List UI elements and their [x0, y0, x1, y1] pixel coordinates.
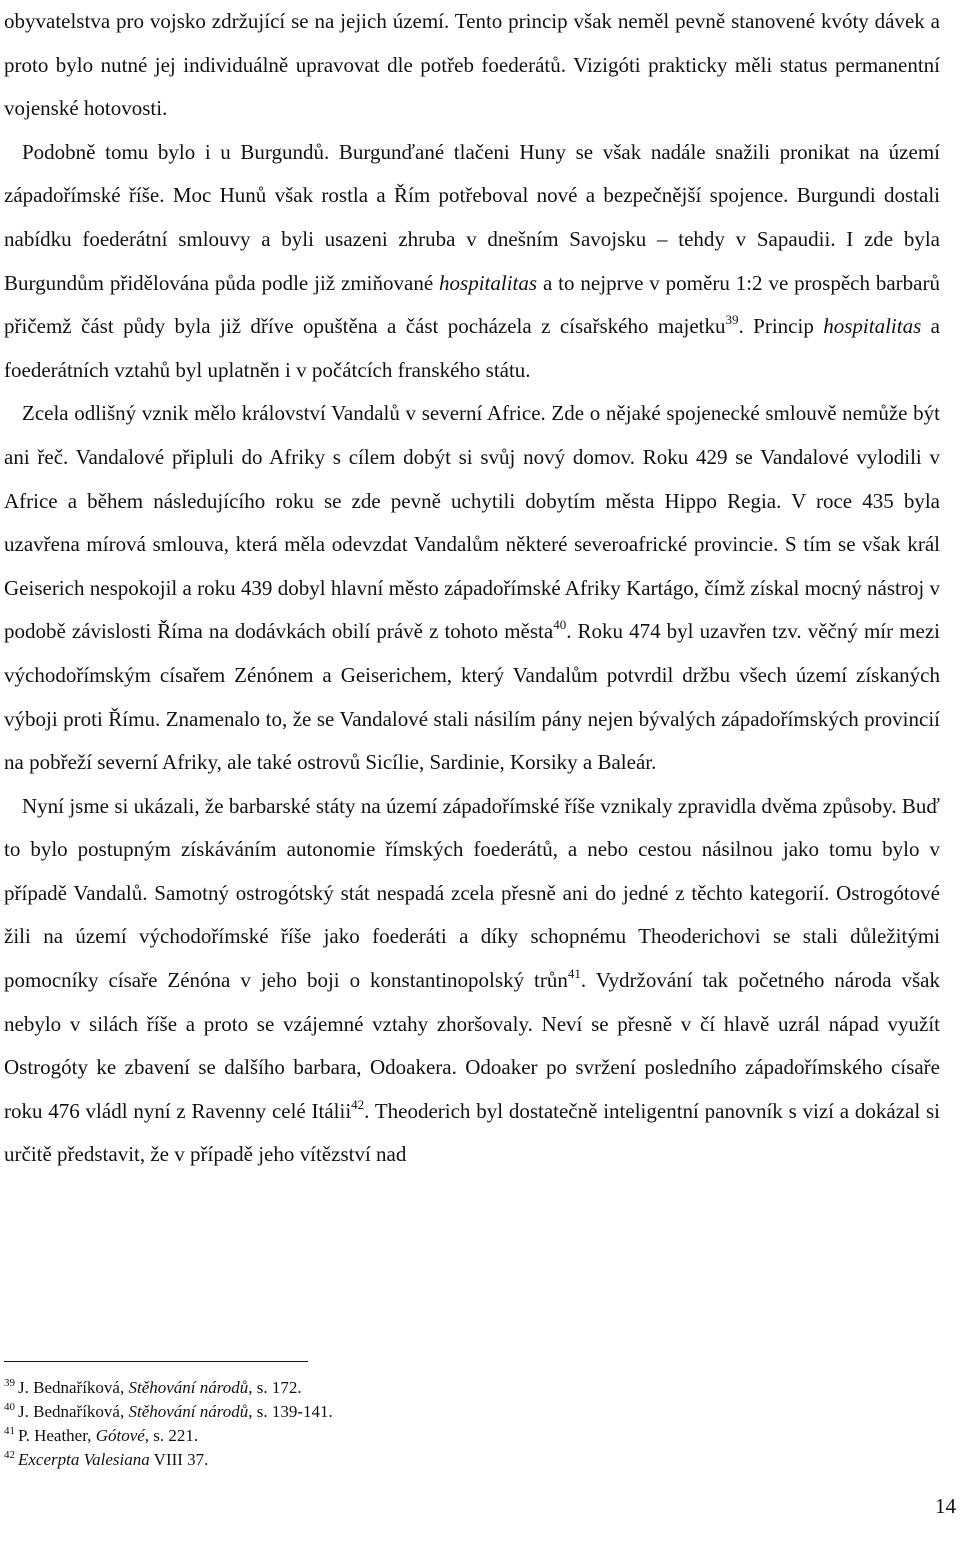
paragraph-4-text: . Vydržování tak početného národa však nebylo v silách říše a proto se vzájemné vztahy zhoršovaly. Neví se přesně v čí hlavě uzrál nápad využít Ostrogóty ke zbavení se dalšího barbara, Odoakera. Odoaker po svržení posledního západořímského císaře roku 476 vládl nyní z Ravenny celé Itálii — [4, 968, 941, 1123]
paragraph-3 — [4, 392, 940, 784]
footnote-number: 40 — [4, 1401, 15, 1413]
paragraph-2-text: a to nejprve v poměru 1:2 ve prospěch barbarů přičemž část půdy byla již dříve opuštěna a část pocházela z císařského majetku — [4, 270, 940, 339]
paragraph-4 — [4, 785, 940, 1177]
paragraph-3-text: . Roku 474 byl uzavřen tzv. věčný mír mezi východořímským císařem Zénónem a Geiserichem, který Vandalům potvrdil držbu všech území získaných výboji proti Římu. Znamenalo to, že se Vandalové stali násilím pány nejen bývalých západořímských provincií na pobřeží severní Afriky, ale také ostrovů Sicílie, Sardinie, Korsiky a Baleár. — [4, 619, 940, 775]
footnote-pages: VIII 37. — [149, 1450, 209, 1469]
italic-term: hospitalitas — [823, 314, 922, 339]
footnote-author: J. Bednaříková, — [18, 1402, 129, 1421]
paragraph-3-text: Zcela odlišný vznik mělo království Vandalů v severní Africe. Zde o nějaké spojenecké smlouvě nemůže být ani řeč. Vandalové připluli do Afriky s cílem dobýt si svůj nový domov. Roku 429 se Vandalové vylodili v Africe a během následujícího roku se zde pevně uchytili dobytím města Hippo Regia. V roce 435 byla uzavřena mírová smlouva, která měla odevzdat Vandalům některé severoafrické provincie. S tím se však král Geiserich nespokojil a roku 439 dobyl hlavní město západořímské Afriky Kartágo, čímž získal mocný nástroj v podobě závislosti Říma na dodávkách obilí právě z tohoto města — [4, 401, 940, 644]
paragraph-2-text: . Princip — [738, 314, 824, 339]
paragraph-1 — [4, 0, 940, 131]
paragraph-1-text: obyvatelstva pro vojsko zdržující se na jejich území. Tento princip však neměl pevně stanovené kvóty dávek a proto bylo nutné jej individuálně upravovat dle potřeb foederátů. Vizigóti prakticky měli status permanentní vojenské hotovosti. — [4, 9, 940, 121]
footnote-title: Excerpta Valesiana — [18, 1450, 150, 1469]
footnote-reference: 39 — [725, 312, 739, 328]
paragraph-2-text: Podobně tomu bylo i u Burgundů. Burgunďané tlačeni Huny se však nadále snažili pronikat na území západořímské říše. Moc Hunů však rostla a Řím potřeboval nové a bezpečnější spojence. Burgundi dostali nabídku foederátní smlouvy a byli usazeni zhruba v dnešním Savojsku – tehdy v Sapaudii. I zde byla Burgundům přidělována půda podle již zmiňované — [4, 139, 940, 295]
body-text — [4, 0, 940, 1177]
footnote-title: Gótové — [95, 1426, 145, 1445]
footnote-item — [4, 1400, 904, 1424]
footnote-pages: , s. 139-141. — [248, 1402, 333, 1421]
footnote-reference: 40 — [553, 617, 567, 633]
paragraph-2-text: a foederátních vztahů byl uplatněn i v počátcích franského státu. — [4, 314, 940, 382]
footnote-pages: , s. 221. — [144, 1426, 199, 1445]
footnote-separator — [4, 1361, 308, 1362]
paragraph-4-text: Nyní jsme si ukázali, že barbarské státy na území západořímské říše vznikaly zpravidla dvěma způsoby. Buď to bylo postupným získáváním autonomie římských foederátů, a nebo cestou násilnou jako tomu bylo v případě Vandalů. Samotný ostrogótský stát nespadá zcela přesně ani do jedné z těchto kategorií. Ostrogótové žili na území východořímské říše jako foederáti a díky schopnému Theoderichovi se stali důležitými pomocníky císaře Zénóna v jeho boji o konstantinopolský trůn — [4, 793, 940, 993]
footnote-item — [4, 1424, 904, 1448]
footnote-title: Stěhování národů — [128, 1402, 249, 1421]
italic-term: hospitalitas — [439, 270, 538, 295]
footnote-author: J. Bednaříková, — [18, 1378, 129, 1397]
footnote-item — [4, 1448, 904, 1472]
paragraph-4-text: . Theoderich byl dostatečně inteligentní panovník s vizí a dokázal si určitě představit, že v případě jeho vítězství nad — [4, 1098, 940, 1167]
footnote-number: 42 — [4, 1449, 15, 1461]
footnote-reference: 41 — [567, 966, 581, 982]
footnote-pages: , s. 172. — [248, 1378, 302, 1397]
footnote-title: Stěhování národů — [128, 1378, 249, 1397]
footnote-number: 39 — [4, 1377, 15, 1389]
paragraph-2 — [4, 131, 940, 393]
footnote-reference: 42 — [351, 1096, 365, 1112]
page-number: 14 — [935, 1494, 956, 1518]
footnote-author: P. Heather, — [18, 1426, 96, 1445]
footnotes — [4, 1376, 904, 1472]
footnote-number: 41 — [4, 1425, 15, 1437]
footnote-item — [4, 1376, 904, 1400]
